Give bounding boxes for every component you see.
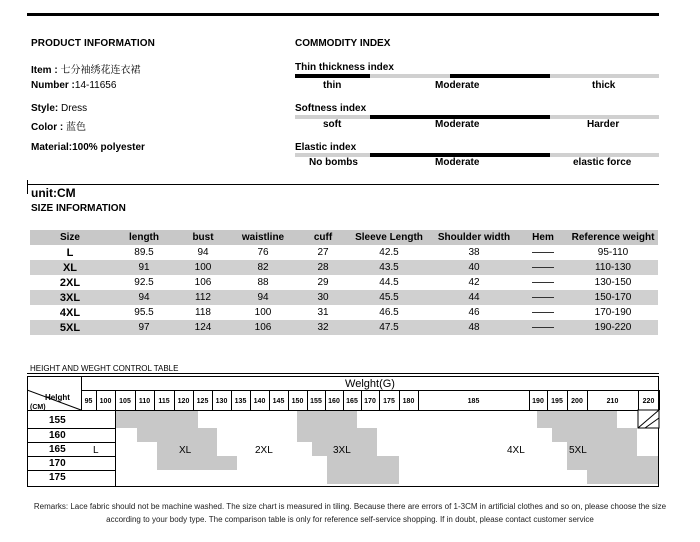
table-cell: 91 xyxy=(110,260,178,275)
zone-label: 3XL xyxy=(333,445,351,456)
hw-control-table xyxy=(27,376,660,488)
zone-xl-shape xyxy=(115,410,237,470)
table-cell: 89.5 xyxy=(134,247,154,258)
size-table xyxy=(30,230,658,335)
dash-mark xyxy=(532,252,554,253)
weight-col-label: 170 xyxy=(364,398,376,405)
table-cell: 45.5 xyxy=(348,290,430,305)
dash-mark xyxy=(532,282,554,283)
thickness-index-bar xyxy=(295,74,659,78)
number-line xyxy=(31,80,116,91)
col-reference-weight: Reference weight xyxy=(568,230,658,245)
elastic-label-high: elastic force xyxy=(573,157,632,168)
table-cell: 2XL xyxy=(59,276,81,289)
table-cell: 130-150 xyxy=(594,277,632,288)
number-label: Number : xyxy=(31,80,75,91)
weight-col-label: 195 xyxy=(551,398,563,405)
dash-mark xyxy=(532,327,554,328)
zone-label: 4XL xyxy=(507,445,525,456)
weight-col-label: 200 xyxy=(571,398,583,405)
size-table-header-row xyxy=(30,230,658,245)
top-rule xyxy=(27,13,659,16)
weight-col-label: 110 xyxy=(138,398,151,405)
height-row-label: 160 xyxy=(49,430,66,441)
table-cell: 170-190 xyxy=(594,307,632,318)
elastic-label-mid: Moderate xyxy=(435,157,480,168)
table-cell: 118 xyxy=(195,307,211,318)
table-cell: 112 xyxy=(178,290,228,305)
table-cell: 44.5 xyxy=(379,277,399,288)
hem-cell xyxy=(518,275,568,290)
col-size: Size xyxy=(30,230,110,245)
table-cell: 4XL xyxy=(59,306,81,319)
section-divider xyxy=(27,184,659,185)
zone-label: L xyxy=(93,445,99,456)
section-divider-tick xyxy=(27,180,28,194)
weight-col-label: 125 xyxy=(196,398,209,405)
color-label: Color : xyxy=(31,122,64,133)
col-shoulder-width: Shoulder width xyxy=(430,230,518,245)
table-cell: 43.5 xyxy=(348,260,430,275)
hem-cell xyxy=(518,320,568,335)
softness-label-high: Harder xyxy=(587,119,620,130)
table-cell: 48 xyxy=(430,320,518,335)
dash-mark xyxy=(532,312,554,313)
hw-height-unit: (CM) xyxy=(30,404,46,411)
color-value: 蓝色 xyxy=(66,122,86,133)
dash-mark xyxy=(532,267,554,268)
col-length: length xyxy=(110,230,178,245)
table-cell: 190-220 xyxy=(568,320,658,335)
hem-cell xyxy=(518,260,568,275)
table-cell: 30 xyxy=(298,290,348,305)
weight-col-label: 165 xyxy=(346,398,358,405)
table-cell: 76 xyxy=(257,247,269,258)
hw-table-title: HEIGHT AND WEGHT CONTROL TABLE xyxy=(30,364,179,373)
softness-index-title: Softness index xyxy=(295,103,367,114)
remarks-text: Remarks: Lace fabric should not be machine washed. The size chart is measured in tiling. Because there are errors of 1-3CM in artificial clothes and so on, please choose the size according to your body type. The comparison table is only for reference self-service shopping. If in doubt, please contact customer service xyxy=(33,502,667,524)
table-cell: 106 xyxy=(228,320,298,335)
table-row xyxy=(30,305,658,320)
table-cell: 46.5 xyxy=(379,307,399,318)
thickness-index-title: Thin thickness index xyxy=(295,62,394,73)
commodity-index-heading: COMMODITY INDEX xyxy=(295,38,391,49)
col-waistline: waistline xyxy=(228,230,298,245)
table-cell: 5XL xyxy=(30,320,110,335)
weight-col-label: 155 xyxy=(310,398,322,405)
elastic-index-labels xyxy=(295,157,659,169)
item-label: Item : xyxy=(31,65,58,76)
weight-col-label: 95 xyxy=(84,398,93,405)
item-value: 七分袖绣花连衣裙 xyxy=(60,65,141,76)
unit-label: unit:CM xyxy=(31,186,76,200)
style-value: Dress xyxy=(61,103,88,114)
table-row xyxy=(30,245,658,260)
weight-col-label: 180 xyxy=(402,398,415,405)
weight-col-labels xyxy=(85,398,655,405)
softness-label-mid: Moderate xyxy=(435,119,480,130)
height-row-label: 165 xyxy=(49,444,66,455)
dash-mark xyxy=(532,297,554,298)
table-cell: 95.5 xyxy=(134,307,154,318)
height-row-label: 175 xyxy=(49,472,66,483)
softness-index-labels xyxy=(295,119,659,131)
zone-label: 2XL xyxy=(255,445,273,456)
elastic-label-low: No bombs xyxy=(309,157,358,168)
item-line xyxy=(31,61,140,76)
weight-col-label: 105 xyxy=(119,398,131,405)
thickness-label-high: thick xyxy=(592,80,616,91)
table-cell: 28 xyxy=(298,260,348,275)
table-cell: 100 xyxy=(178,260,228,275)
weight-col-label: 140 xyxy=(253,398,266,405)
table-cell: 110-130 xyxy=(568,260,658,275)
col-hem: Hem xyxy=(518,230,568,245)
number-value: 14-11656 xyxy=(74,80,117,91)
hem-cell xyxy=(518,290,568,305)
table-row xyxy=(30,275,658,290)
weight-col-label: 100 xyxy=(99,398,112,405)
table-cell: 124 xyxy=(178,320,228,335)
table-cell: 38 xyxy=(468,247,480,258)
table-cell: 95-110 xyxy=(597,247,629,258)
weight-col-label: 220 xyxy=(642,398,655,405)
table-cell: 106 xyxy=(194,277,212,288)
weight-col-label: 175 xyxy=(383,398,395,405)
table-cell: 97 xyxy=(110,320,178,335)
table-cell: 150-170 xyxy=(568,290,658,305)
table-row xyxy=(30,260,658,275)
weight-col-label: 210 xyxy=(606,398,619,405)
table-cell: 94 xyxy=(228,290,298,305)
elastic-index-title: Elastic index xyxy=(295,142,357,153)
col-sleeve-length: Sleeve Length xyxy=(348,230,430,245)
hem-cell xyxy=(518,245,568,260)
thickness-label-mid: Moderate xyxy=(435,80,480,91)
weight-col-label: 115 xyxy=(158,398,170,405)
col-cuff: cuff xyxy=(298,230,348,245)
product-info-heading: PRODUCT INFORMATION xyxy=(31,38,155,49)
weight-col-label: 135 xyxy=(234,398,247,405)
hw-title-rule xyxy=(27,373,659,374)
softness-label-low: soft xyxy=(323,119,342,130)
style-line xyxy=(31,103,87,114)
table-cell: 94 xyxy=(110,290,178,305)
table-cell: 42.5 xyxy=(379,247,399,258)
weight-col-label: 120 xyxy=(177,398,190,405)
table-cell: 42 xyxy=(468,277,480,288)
table-cell: XL xyxy=(30,260,110,275)
weight-col-label: 150 xyxy=(291,398,304,405)
table-cell: 32 xyxy=(298,320,348,335)
table-row xyxy=(30,290,658,305)
material-label: Material: xyxy=(31,142,73,153)
table-row xyxy=(30,320,658,335)
table-cell: 47.5 xyxy=(348,320,430,335)
material-line xyxy=(31,142,145,153)
weight-col-label: 145 xyxy=(272,398,285,405)
zone-label: XL xyxy=(179,445,192,456)
color-line xyxy=(31,118,86,133)
hem-cell xyxy=(518,305,568,320)
table-cell: 94 xyxy=(197,247,209,258)
table-cell: 46 xyxy=(468,307,480,318)
table-cell: L xyxy=(66,246,74,259)
hw-weight-label: Welght(G) xyxy=(345,378,395,390)
weight-col-label: 190 xyxy=(532,398,544,405)
size-info-heading: SIZE INFORMATION xyxy=(31,203,126,214)
thickness-index-labels xyxy=(295,80,659,92)
table-cell: 3XL xyxy=(30,290,110,305)
thickness-label-low: thin xyxy=(323,80,342,91)
weight-col-label: 130 xyxy=(215,398,228,405)
table-cell: 82 xyxy=(228,260,298,275)
weight-col-label: 160 xyxy=(328,398,340,405)
table-cell: 27 xyxy=(317,247,329,258)
table-cell: 92.5 xyxy=(134,277,154,288)
table-cell: 31 xyxy=(317,307,329,318)
table-cell: 44 xyxy=(430,290,518,305)
zone-label: 5XL xyxy=(569,445,587,456)
height-row-label: 170 xyxy=(49,458,66,469)
height-row-label: 155 xyxy=(49,415,66,426)
table-cell: 100 xyxy=(254,307,272,318)
table-cell: 40 xyxy=(430,260,518,275)
col-bust: bust xyxy=(178,230,228,245)
hw-height-label: Helght xyxy=(45,393,70,402)
material-value: 100% polyester xyxy=(72,142,145,153)
weight-col-label: 185 xyxy=(467,398,480,405)
style-label: Style: xyxy=(31,103,59,114)
table-cell: 29 xyxy=(317,277,329,288)
table-cell: 88 xyxy=(257,277,269,288)
